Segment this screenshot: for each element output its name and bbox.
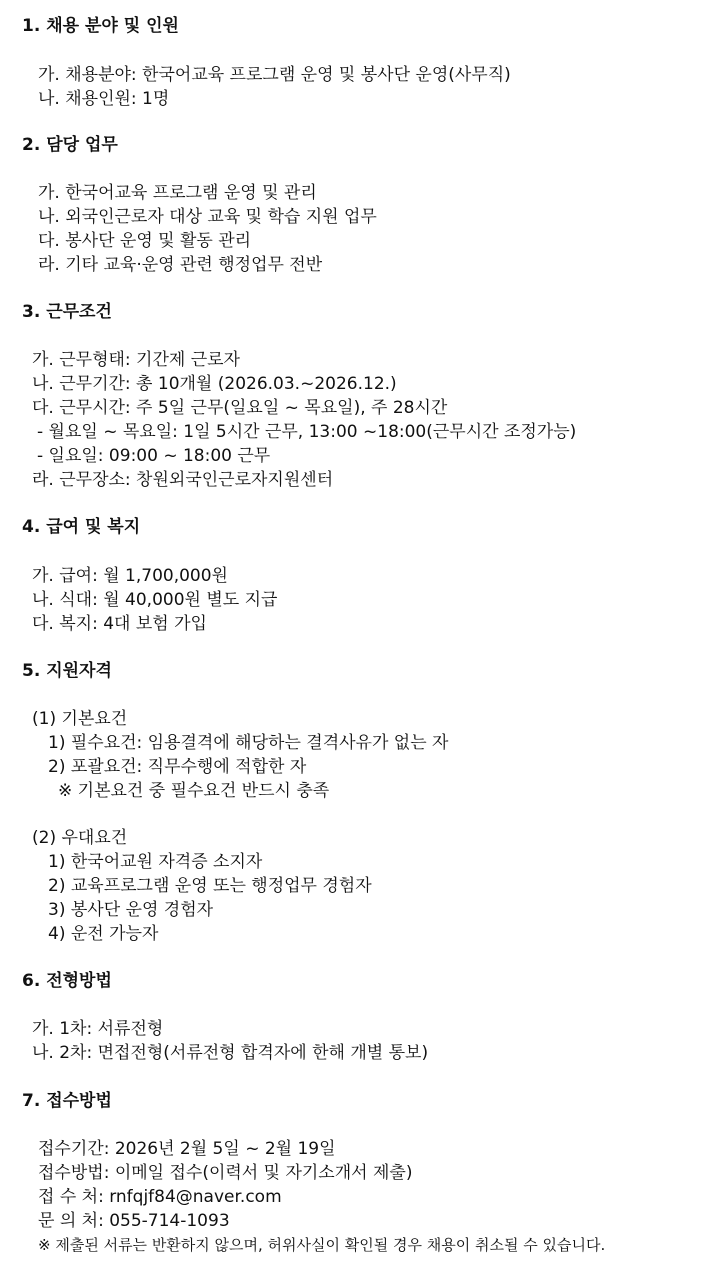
section-7-item-contact: 문 의 처: 055-714-1093 xyxy=(38,1211,230,1231)
section-2-item-4: 라. 기타 교육·운영 관련 행정업무 전반 xyxy=(38,255,323,275)
section-5-basic-note: ※ 기본요건 중 필수요건 반드시 충족 xyxy=(58,781,330,801)
section-3-heading: 3. 근무조건 xyxy=(22,302,112,322)
section-5-basic-item-1: 1) 필수요건: 임용결격에 해당하는 결격사유가 없는 자 xyxy=(48,733,449,753)
section-3-subitem-2: - 일요일: 09:00 ~ 18:00 근무 xyxy=(37,446,271,466)
section-7-item-period: 접수기간: 2026년 2월 5일 ~ 2월 19일 xyxy=(38,1139,336,1159)
section-6-item-2: 나. 2차: 면접전형(서류전형 합격자에 한해 개별 통보) xyxy=(32,1043,429,1063)
section-3-item-1: 가. 근무형태: 기간제 근로자 xyxy=(32,350,240,370)
section-1-item-2: 나. 채용인원: 1명 xyxy=(38,89,170,109)
section-2-item-2: 나. 외국인근로자 대상 교육 및 학습 지원 업무 xyxy=(38,207,377,227)
section-2-item-1: 가. 한국어교육 프로그램 운영 및 관리 xyxy=(38,183,317,203)
section-5-preferred-item-4: 4) 운전 가능자 xyxy=(48,924,159,944)
section-3-item-4: 라. 근무장소: 창원외국인근로자지원센터 xyxy=(32,470,334,490)
section-2-heading: 2. 담당 업무 xyxy=(22,135,118,155)
section-5-preferred-item-1: 1) 한국어교원 자격증 소지자 xyxy=(48,852,263,872)
section-7-item-method: 접수방법: 이메일 접수(이력서 및 자기소개서 제출) xyxy=(38,1163,413,1183)
section-5-preferred-item-3: 3) 봉사단 운영 경험자 xyxy=(48,900,214,920)
section-5-basic-item-2: 2) 포괄요건: 직무수행에 적합한 자 xyxy=(48,757,307,777)
section-5-heading: 5. 지원자격 xyxy=(22,661,112,681)
section-7-item-email: 접 수 처: rnfqjf84@naver.com xyxy=(38,1187,282,1207)
section-3-item-2: 나. 근무기간: 총 10개월 (2026.03.~2026.12.) xyxy=(32,374,397,394)
section-4-item-2: 나. 식대: 월 40,000원 별도 지급 xyxy=(32,590,278,610)
section-7-heading: 7. 접수방법 xyxy=(22,1091,112,1111)
section-3-item-3: 다. 근무시간: 주 5일 근무(일요일 ~ 목요일), 주 28시간 xyxy=(32,398,448,418)
section-4-item-3: 다. 복지: 4대 보험 가입 xyxy=(32,614,207,634)
section-6-item-1: 가. 1차: 서류전형 xyxy=(32,1019,164,1039)
section-4-item-1: 가. 급여: 월 1,700,000원 xyxy=(32,566,228,586)
section-4-heading: 4. 급여 및 복지 xyxy=(22,517,141,537)
section-1-item-1: 가. 채용분야: 한국어교육 프로그램 운영 및 봉사단 운영(사무직) xyxy=(38,65,511,85)
section-1-heading: 1. 채용 분야 및 인원 xyxy=(22,16,179,36)
section-5-preferred-heading: (2) 우대요건 xyxy=(32,828,128,848)
section-5-preferred-item-2: 2) 교육프로그램 운영 또는 행정업무 경험자 xyxy=(48,876,372,896)
section-2-item-3: 다. 봉사단 운영 및 활동 관리 xyxy=(38,231,252,251)
section-6-heading: 6. 전형방법 xyxy=(22,971,112,991)
section-3-subitem-1: - 월요일 ~ 목요일: 1일 5시간 근무, 13:00 ~18:00(근무시간 조정가능) xyxy=(37,422,577,442)
section-5-basic-heading: (1) 기본요건 xyxy=(32,709,128,729)
section-7-note: ※ 제출된 서류는 반환하지 않으며, 허위사실이 확인될 경우 채용이 취소될 수 있습니다. xyxy=(38,1236,606,1254)
